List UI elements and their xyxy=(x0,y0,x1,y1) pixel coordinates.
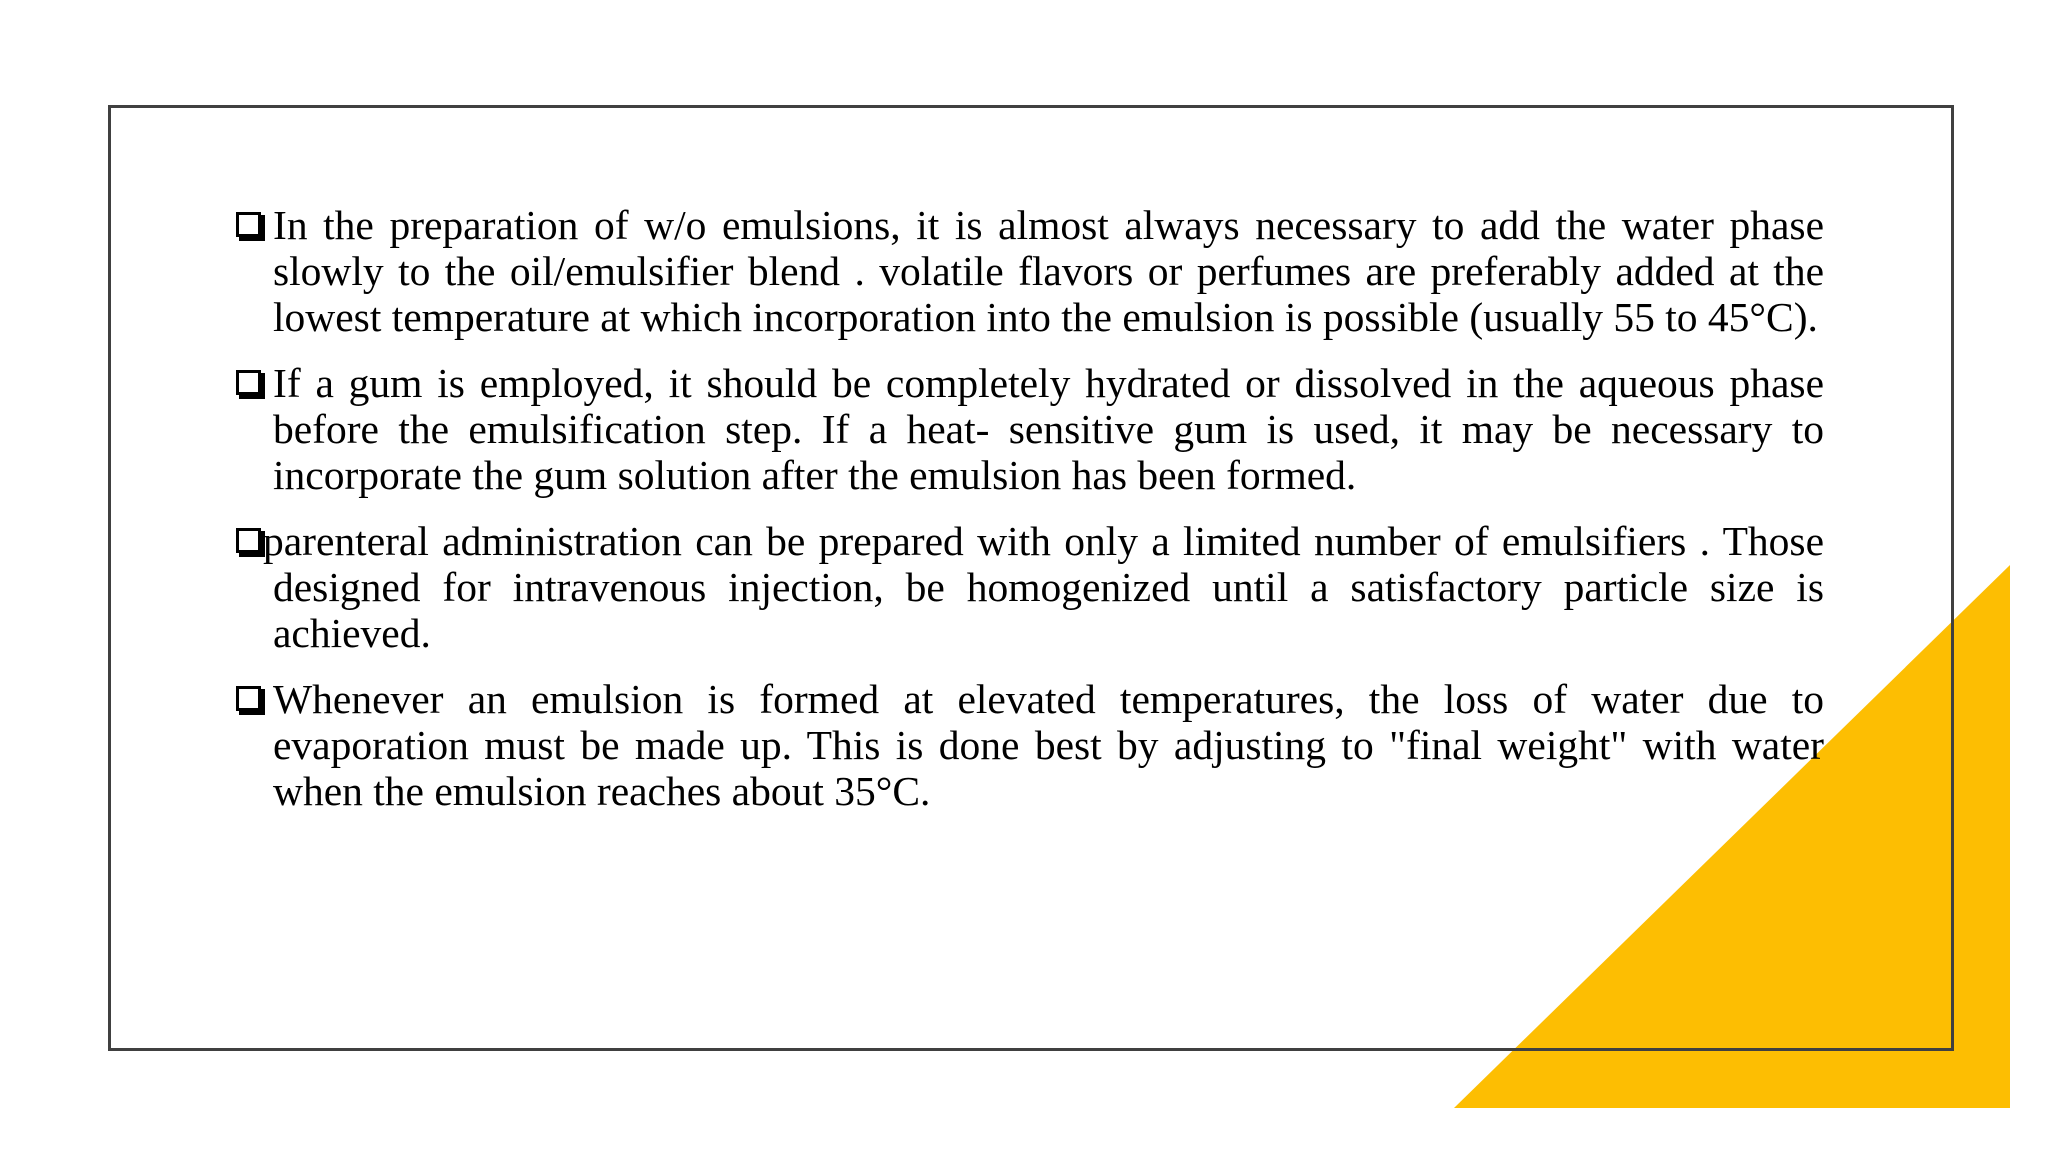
checkbox-bullet-icon xyxy=(236,528,261,553)
list-item xyxy=(236,518,1824,656)
list-item-text: In the preparation of w/o emulsions, it is almost always necessary to add the water phase slowly to the oil/emulsifier blend . volatile flavors or perfumes are preferably added at the lowest temperature at which incorporation into the emulsion is possible (usually 55 to 45°C). xyxy=(273,202,1824,340)
bullet-list xyxy=(236,202,1824,834)
list-item xyxy=(236,202,1824,340)
list-item xyxy=(236,676,1824,814)
checkbox-bullet-icon xyxy=(236,686,261,711)
checkbox-bullet-icon xyxy=(236,370,261,395)
checkbox-bullet-icon xyxy=(236,212,261,237)
list-item-text: parenteral administration can be prepared with only a limited number of emulsifiers . Those designed for intravenous injection, be homogenized until a satisfactory particle size is achieved. xyxy=(263,518,1824,656)
list-item-text: Whenever an emulsion is formed at elevated temperatures, the loss of water due to evaporation must be made up. This is done best by adjusting to "final weight" with water when the emulsion reaches about 35°C. xyxy=(273,676,1824,814)
list-item-text: If a gum is employed, it should be completely hydrated or dissolved in the aqueous phase before the emulsification step. If a heat- sensitive gum is used, it may be necessary to incorporate the gum solution after the emulsion has been formed. xyxy=(273,360,1824,498)
list-item xyxy=(236,360,1824,498)
